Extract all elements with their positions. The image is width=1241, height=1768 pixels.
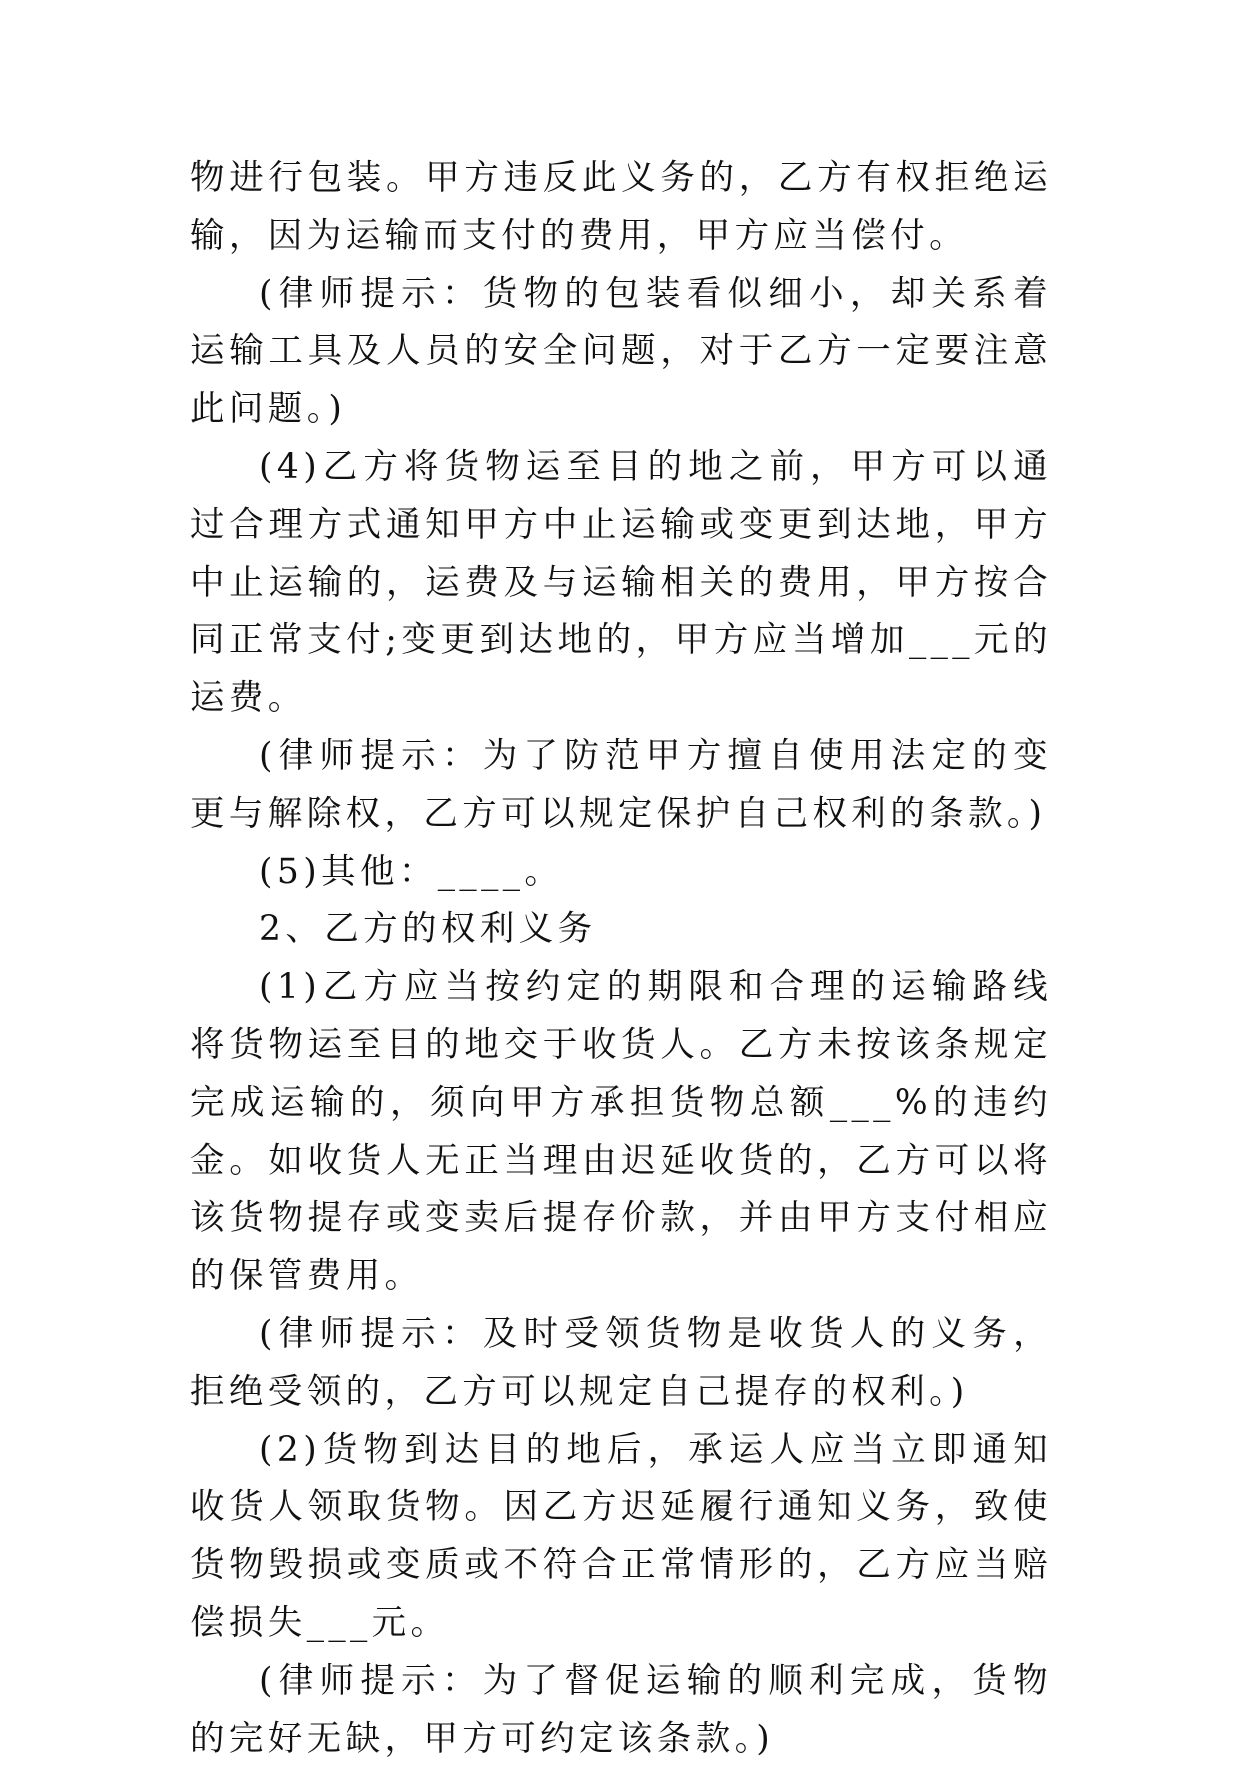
- lawyer-tip-paragraph: (律师提示：为了防范甲方擅自使用法定的变更与解除权，乙方可以规定保护自己权利的条款。): [190, 735, 1052, 834]
- paragraph-continuation: 物进行包装。甲方违反此义务的，乙方有权拒绝运输，因为运输而支付的费用，甲方应当偿付。: [190, 158, 1052, 256]
- clause-4-paragraph: (4)乙方将货物运至目的地之前，甲方可以通过合理方式通知甲方中止运输或变更到达地，甲方中止运输的，运费及与运输相关的费用，甲方按合同正常支付;变更到达地的，甲方应当增加___元的运费。: [190, 446, 1052, 719]
- lawyer-tip-paragraph: (律师提示：及时受领货物是收货人的义务，拒绝受领的，乙方可以规定自己提存的权利。): [190, 1313, 1052, 1412]
- clause-1-paragraph: (1)乙方应当按约定的期限和合理的运输路线将货物运至目的地交于收货人。乙方未按该条规定完成运输的，须向甲方承担货物总额___%的违约金。如收货人无正当理由迟延收货的，乙方可以将该货物提存或变卖后提存价款，并由甲方支付相应的保管费用。: [190, 967, 1052, 1297]
- lawyer-tip-paragraph: (律师提示：货物的包装看似细小，却关系着运输工具及人员的安全问题，对于乙方一定要注意此问题。): [190, 273, 1052, 430]
- clause-5-paragraph: (5)其他：____。: [259, 851, 564, 892]
- document-body: [190, 150, 1052, 1768]
- section-heading: 2、乙方的权利义务: [259, 909, 597, 950]
- clause-2-paragraph: (2)货物到达目的地后，承运人应当立即通知收货人领取货物。因乙方迟延履行通知义务，致使货物毁损或变质或不符合正常情形的，乙方应当赔偿损失___元。: [190, 1429, 1052, 1643]
- lawyer-tip-paragraph: (律师提示：为了督促运输的顺利完成，货物的完好无缺，甲方可约定该条款。): [190, 1660, 1052, 1759]
